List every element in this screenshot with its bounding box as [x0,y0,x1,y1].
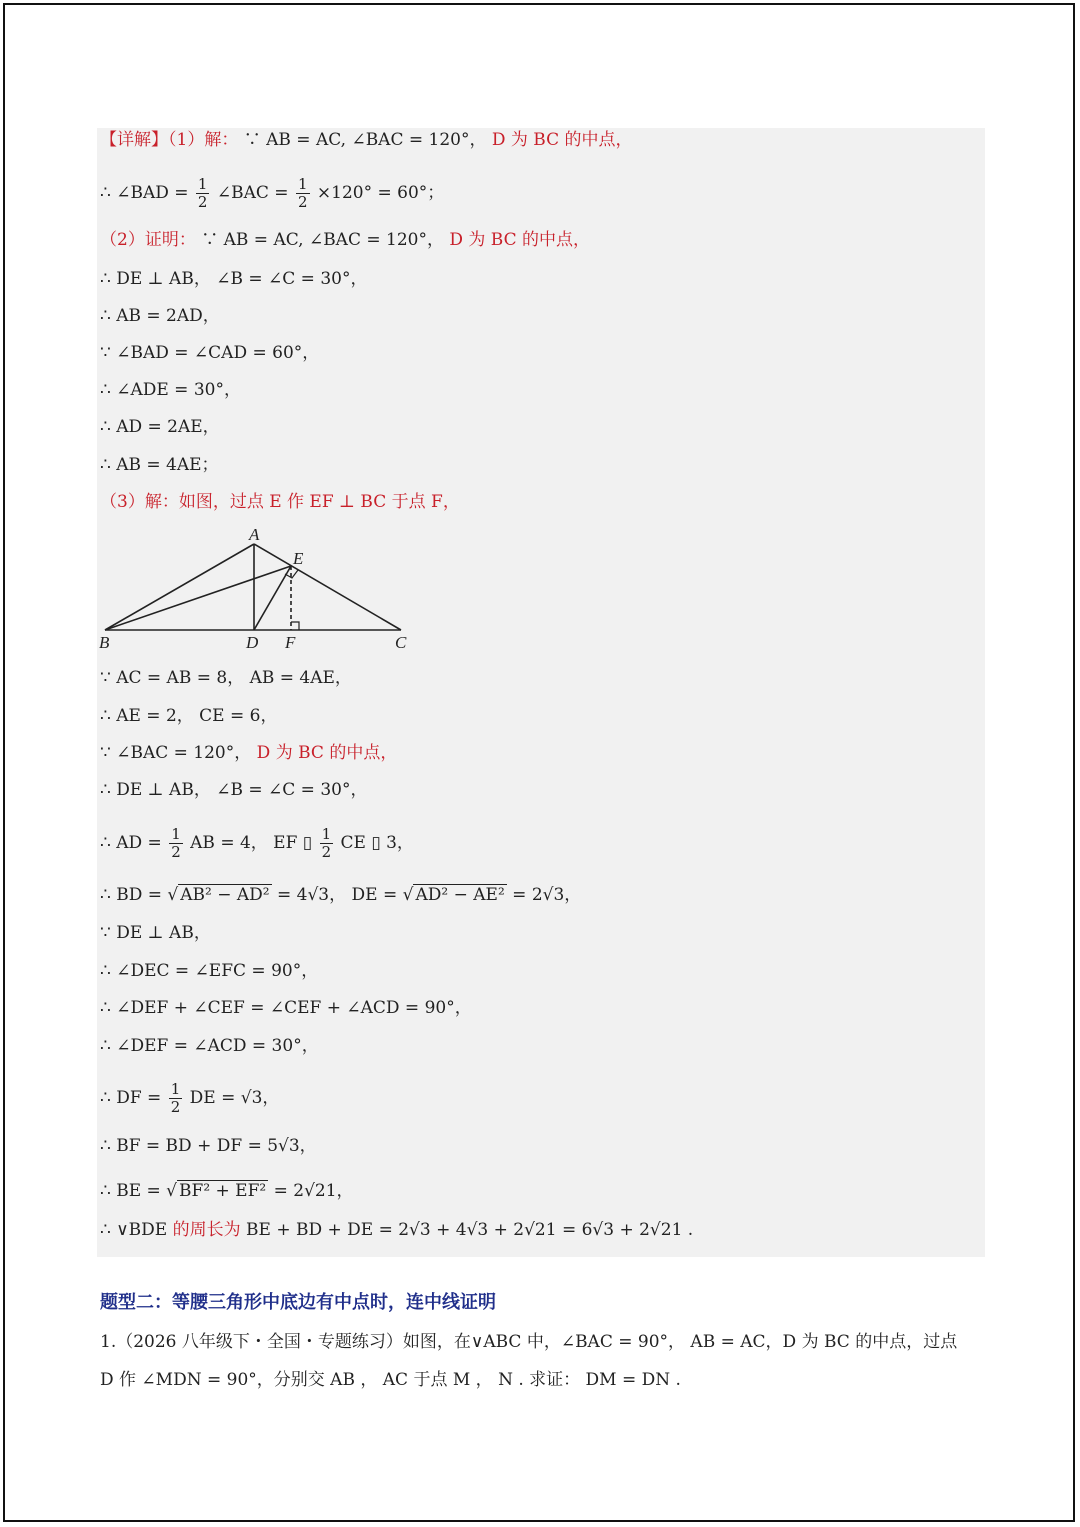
question-1-line-1: 1.（2026 八年级下・全国・专题练习）如图，在∨ABC 中，∠BAC = 90°， AB = AC，D 为 BC 的中点，过点 [100,1332,958,1352]
line1-math: ∵ AB = AC, ∠BAC = 120°， [243,130,487,150]
solution-line-2 [100,176,444,211]
frac-num: 1 [297,175,308,193]
solution-line-5: ∴ AB = 2AD， [100,306,220,326]
frac-num: 1 [321,825,332,843]
solution-line-15 [100,826,414,861]
solution-line-23: ∴ BE = √ BF² + EF² = 2√21， [100,1181,354,1201]
line13-math: ∵ ∠BAC = 120°， [100,743,252,763]
line1-red: D 为 BC 的中点， [491,130,633,150]
line3-red: D 为 BC 的中点， [449,230,591,250]
solution-line-4: ∴ DE ⊥ AB， ∠B = ∠C = 30°， [100,269,368,289]
line15-a: ∴ AD = [100,833,162,853]
line16-a: ∴ BD = [100,885,162,905]
proof-tag: （2）证明： [100,230,196,250]
solution-line-9: ∴ AB = 4AE； [100,455,219,475]
fraction-half [320,826,334,861]
label-b: B [99,633,110,652]
line15-c: CE ▯ 3， [340,833,414,853]
line21-b: DE = √3， [189,1088,280,1108]
frac-den: 2 [197,193,208,211]
fraction-half [169,826,183,861]
solution-line-8: ∴ AD = 2AE， [100,417,220,437]
line2-c: ×120° = 60°； [316,183,445,203]
line16-b: = 4√3， DE = [277,885,398,905]
frac-den: 2 [297,193,308,211]
line23-a: ∴ BE = [100,1181,161,1201]
solution-line-16: ∴ BD = √ AB² − AD² = 4√3， DE = √ AD² − AE² = 2√3， [100,885,582,905]
line15-b: AB = 4， EF ▯ [190,833,313,853]
label-d: D [246,633,259,652]
frac-den: 2 [171,843,181,861]
solution-line-1 [100,129,633,151]
line24-b: BE + BD + DE = 2√3 + 4√3 + 2√21 = 6√3 + 2√21 . [246,1220,694,1240]
solution-line-13 [100,742,397,764]
segment-ac [254,544,401,630]
line16-c: = 2√3， [512,885,582,905]
label-e: E [293,549,304,568]
solution-line-20: ∴ ∠DEF = ∠ACD = 30°， [100,1036,319,1056]
line2-a: ∴ ∠BAD = [100,183,189,203]
solution-line-17: ∵ DE ⊥ AB， [100,923,211,943]
sqrt-bf-ef: BF² + EF² [179,1181,267,1201]
line21-a: ∴ DF = [100,1088,162,1108]
segment-de [254,566,291,630]
fraction-half [296,176,310,211]
section-heading: 题型二：等腰三角形中底边有中点时，连中线证明 [100,1292,496,1313]
line2-b: ∠BAC = [216,183,289,203]
solution-line-11: ∵ AC = AB = 8， AB = 4AE， [100,668,352,688]
line13-red: D 为 BC 的中点， [256,743,398,763]
solution-line-19: ∴ ∠DEF + ∠CEF = ∠CEF + ∠ACD = 90°， [100,998,472,1018]
frac-num: 1 [171,825,181,843]
frac-num: 1 [197,175,208,193]
right-angle-f [291,622,299,630]
line3-math: ∵ AB = AC, ∠BAC = 120°， [201,230,444,250]
line23-b: = 2√21， [273,1181,354,1201]
solution-line-22: ∴ BF = BD + DF = 5√3， [100,1136,317,1156]
frac-den: 2 [321,843,332,861]
line24-a: ∴ ∨BDE [100,1220,168,1240]
frac-num: 1 [170,1080,181,1098]
solution-line-12: ∴ AE = 2， CE = 6， [100,706,278,726]
solution-line-14: ∴ DE ⊥ AB， ∠B = ∠C = 30°， [100,780,368,800]
solution-line-7: ∴ ∠ADE = 30°， [100,380,241,400]
label-f: F [285,633,296,652]
fraction-half [169,1081,183,1116]
solution-line-6: ∵ ∠BAD = ∠CAD = 60°， [100,343,320,363]
frac-den: 2 [170,1098,181,1116]
solution-line-18: ∴ ∠DEC = ∠EFC = 90°， [100,961,319,981]
solution-line-10: （3）解：如图，过点 E 作 EF ⊥ BC 于点 F， [100,492,460,512]
triangle-diagram [97,522,417,654]
solution-line-3 [100,229,590,251]
detail-tag: 【详解】（1）解： [100,130,239,150]
solution-line-24 [100,1219,693,1241]
fraction-half [196,176,210,211]
label-a: A [249,525,260,544]
label-c: C [395,633,407,652]
solution-line-21 [100,1081,279,1116]
sqrt-ab-ad: AB² − AD² [180,885,270,905]
line24-red: 的周长为 [172,1220,241,1240]
question-1-line-2: D 作 ∠MDN = 90°，分别交 AB ， AC 于点 M ， N . 求证： DM = DN . [100,1370,681,1390]
sqrt-ad-ae: AD² − AE² [415,885,505,905]
